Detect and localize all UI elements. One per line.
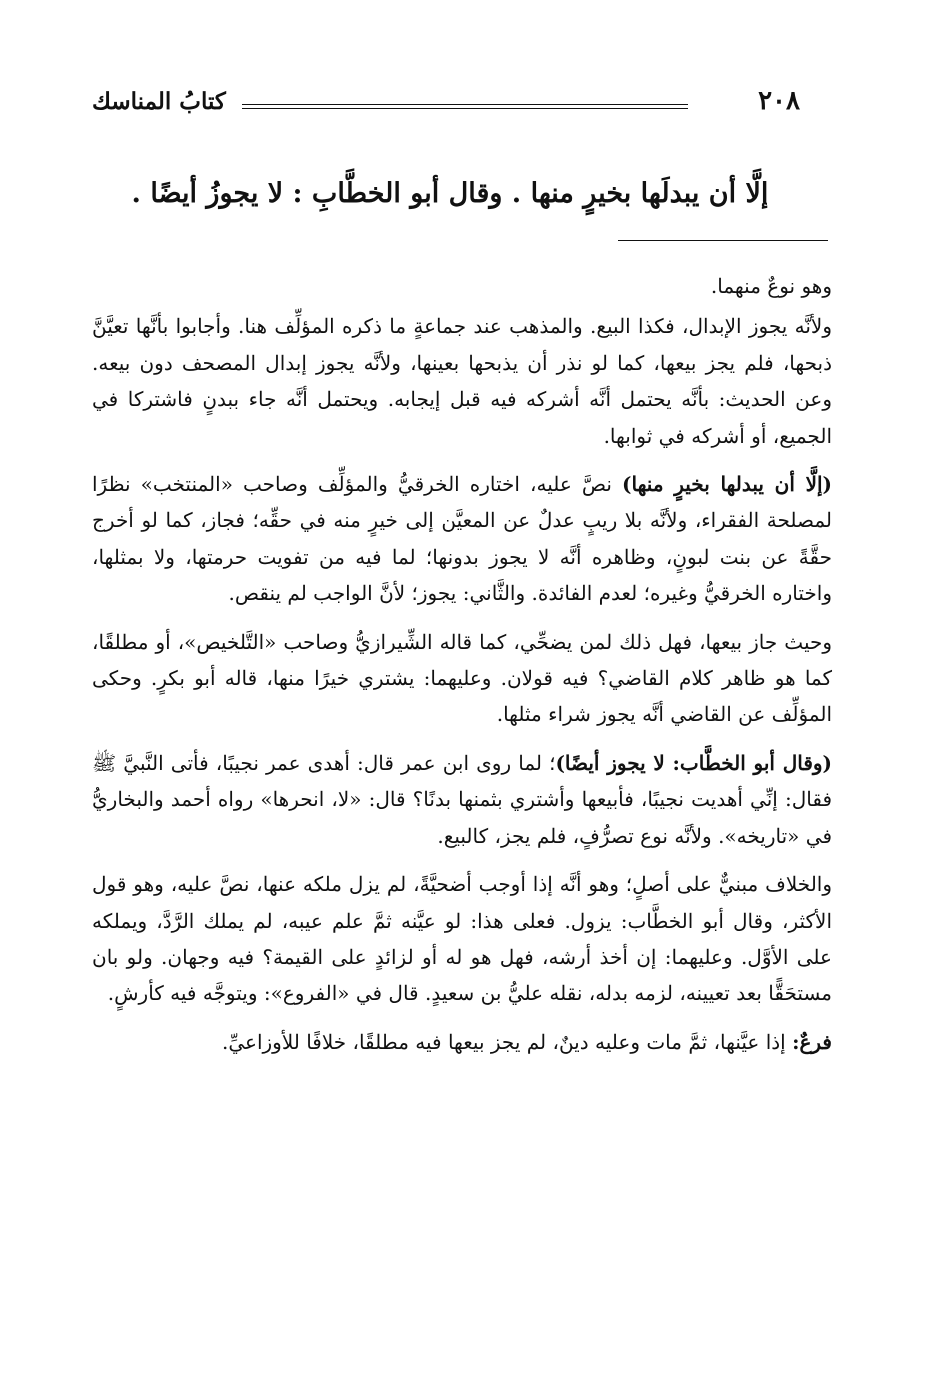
branch-label: فرعٌ: xyxy=(792,1029,832,1054)
page-header xyxy=(92,86,800,126)
paragraph-text: ولأنَّه يجوز الإبدال، فكذا البيع. والمذهب عند جماعةٍ ما ذكره المؤلِّف هنا. وأجابوا بأنَّها تعيَّنَّ ذبحها، فلم يجز بيعها، كما لو نذر أن يذبحها بعينها، ولأنَّه يجوز إبدال المصحف دون بيعه. وعن الحديث: بأنَّه يحتمل أنَّه أشركه فيه قبل إيجابه. ويحتمل أنَّه جاء ببدنٍ فاشتركا في الجميع، أو أشركه في ثوابها. xyxy=(92,314,832,448)
paragraph-text: نصَّ عليه، اختاره الخرقيُّ والمؤلِّف وصاحب «المنتخب» نظرًا لمصلحة الفقراء، ولأنَّه بلا ريبٍ عدلٌ عن المعيَّن إلى خيرٍ منه في حقِّه؛ فجاز، كما لو أخرج حقَّةً عن بنت لبونٍ، وظاهره أنَّه لا يجوز بدونها؛ لما فيه من تفويت حرمتها، ولا بمثلها، واختاره الخرقيُّ وغيره؛ لعدم الفائدة. والثَّاني: يجوز؛ لأنَّ الواجب لم ينقص. xyxy=(92,472,832,606)
paragraph xyxy=(92,866,832,1012)
running-title: كتابُ المناسك xyxy=(92,88,226,115)
paragraph xyxy=(92,268,832,304)
paragraph-text: ؛ لما روى ابن عمر قال: أهدى عمر نجيبًا، فأتى النَّبيَّ ﷺ فقال: إنِّي أهديت نجيبًا، فأبيعها وأشتري بثمنها بدنًا؟ قال: «لا، انحرها» رواه أحمد والبخاريُّ في «تاريخه». ولأنَّه نوع تصرُّفٍ، فلم يجز، كالبيع. xyxy=(92,750,832,848)
paragraph-text: إذا عيَّنها، ثمَّ مات وعليه دينٌ، لم يجز بيعها فيه مطلقًا، خلافًا للأوزاعيِّ. xyxy=(221,1029,793,1054)
paragraph-text: وهو نوعٌ منهما. xyxy=(710,274,832,298)
paragraph xyxy=(92,745,832,854)
header-rule xyxy=(242,104,688,109)
matn-separator xyxy=(618,240,828,241)
paragraph xyxy=(92,1024,832,1060)
commentary xyxy=(92,268,832,1072)
page-number: ٢٠٨ xyxy=(758,86,800,116)
paragraph xyxy=(92,466,832,612)
paragraph-text: وحيث جاز بيعها، فهل ذلك لمن يضحِّي، كما قاله الشِّيرازيُّ وصاحب «التَّلخيص»، أو مطلقًا، كما هو ظاهر كلام القاضي؟ فيه قولان. وعليهما: يشتري خيرًا منها، قاله أبو بكرٍ. وحكى المؤلِّف عن القاضي أنَّه يجوز شراء مثلها. xyxy=(92,629,832,727)
quoted-matn: (إلَّا أن يبدلها بخيرٍ منها) xyxy=(622,472,832,497)
paragraph xyxy=(92,308,832,454)
paragraph-text: والخلاف مبنيٌّ على أصلٍ؛ وهو أنَّه إذا أوجب أضحيَّةً، لم يزل ملكه عنها، نصَّ عليه، وهو قول الأكثر، وقال أبو الخطَّاب: يزول. فعلى هذا: لو عيَّنه ثمَّ علم عيبه، لم يملك الرَّدَّ، ويملكه على الأوَّل. وعليهما: إن أخذ أرشه، فهل هو له أو لزائدٍ على القيمة؟ فيه وجهان. ولو بان مستحَقًّا بعد تعيينه، لزمه بدله، نقله عليُّ بن سعيدٍ. قال في «الفروع»: ويتوجَّه فيه كأرشٍ. xyxy=(92,872,832,1006)
quoted-matn: (وقال أبو الخطَّاب: لا يجوز أيضًا) xyxy=(555,750,832,775)
paragraph xyxy=(92,624,832,733)
matn-text: إلَّا أن يبدلَها بخيرٍ منها . وقال أبو الخطَّابِ : لا يجوزُ أيضًا . xyxy=(131,178,769,209)
